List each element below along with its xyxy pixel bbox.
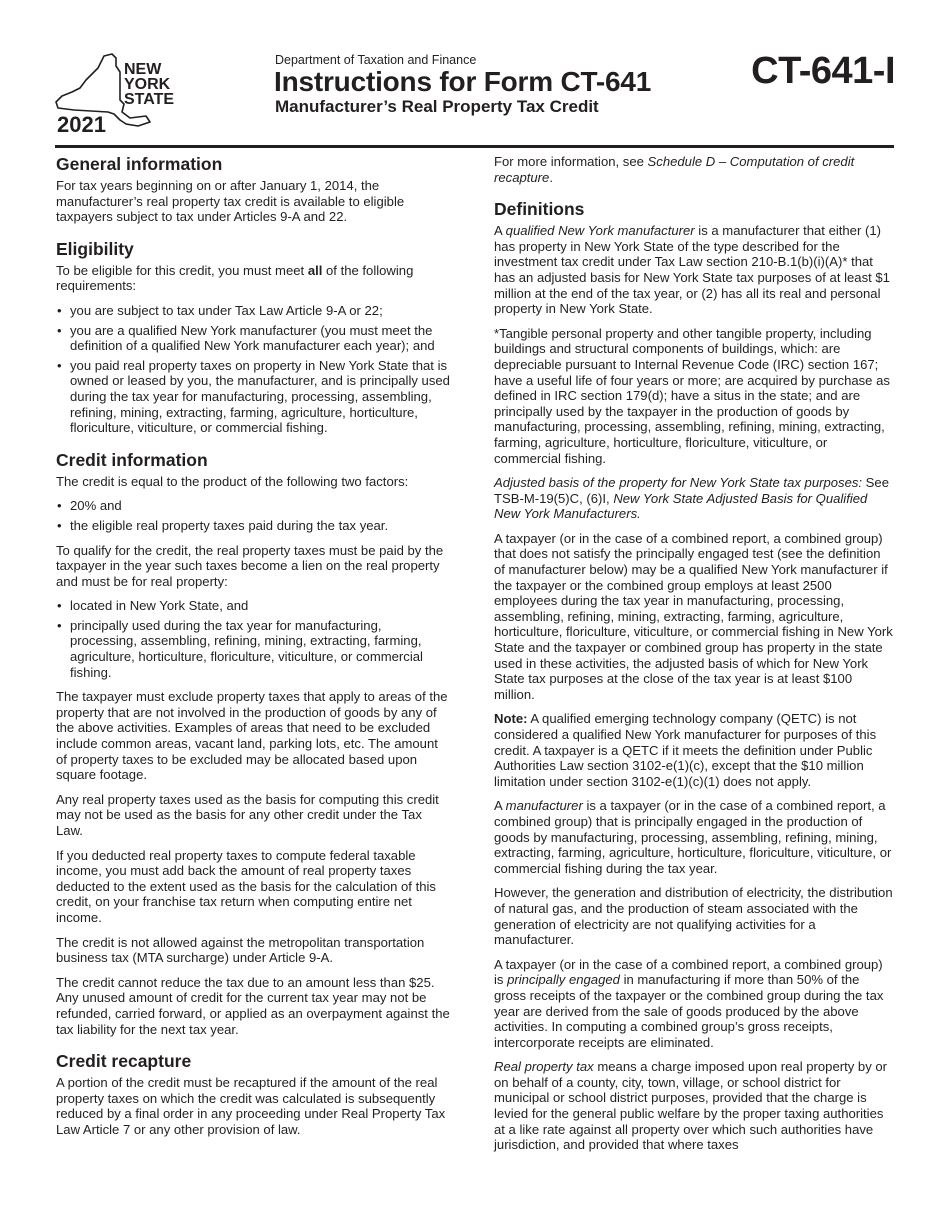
definition-manufacturer [494, 798, 894, 876]
page-header [0, 0, 950, 150]
credit-text: The credit is not allowed against the metropolitan transportation business tax (MTA surcharge) under Article 9-A. [56, 934, 425, 966]
def-text: See TSB-M-19(5)C, (6)I, [494, 475, 889, 506]
logo-line-2: YORK [124, 76, 171, 93]
credit-recapture-heading: Credit recapture [56, 1051, 192, 1072]
credit-information-section [56, 450, 452, 1037]
logo-year: 2021 [57, 112, 106, 134]
def-text: A qualified emerging technology company (QETC) is not considered a qualified New York manufacturer for purposes of this credit. A taxpayer is a QETC if it meets the definition under Public Authorities Law section 3102-e(1)(c), except that the $10 million limitation under section 3102-e(1)(c)(1) does not apply. [494, 711, 877, 789]
list-item: • located in New York State, and [56, 598, 452, 614]
eligibility-heading: Eligibility [56, 238, 134, 259]
header-divider [55, 145, 894, 148]
general-information-text: For tax years beginning on or after January 1, 2014, the manufacturer’s real property tax credit is available to eligible taxpayers subject to tax under Articles 9-A and 22. [56, 178, 405, 225]
def-text: is a manufacturer that either (1) has property in New York State of the type described for the investment tax credit under Tax Law section 210-B.1(b)(i)(A)* that has an adjusted basis for New York State tax purposes of at least $1 million at the end of the tax year, or (2) has all its real and personal property in New York State. [494, 223, 890, 317]
schedule-d-reference: Schedule D – Computation of credit recapture [494, 154, 855, 185]
definition-qualified-manufacturer [494, 223, 894, 317]
def-term: manufacturer [505, 798, 583, 814]
definition-real-property-tax [494, 1059, 894, 1153]
credit-text: The taxpayer must exclude property taxes that apply to areas of the property that are not involved in the production of goods by any of the above activities. Examples of areas that need to be excluded include common areas, vacant land, parking lots, etc. The amount of property taxes to be excluded may be allocated based upon square footage. [56, 689, 448, 783]
definition-non-qualifying-activities: However, the generation and distribution of electricity, the distribution of natural gas, and the production of steam associated with the generation of electricity are not qualifying activities for a manufacturer. [494, 885, 893, 948]
list-item: • 20% and [56, 498, 452, 514]
right-column [494, 154, 894, 1162]
def-text: means a charge imposed upon real property by or on behalf of a county, city, town, village, or school district for municipal or school district purposes, provided that the charge is levied for the general public welfare by the proper taxing authorities at a like rate against all property over which such authorities have jurisdiction, and provided that where taxes [494, 1059, 888, 1153]
definitions-section [494, 199, 894, 1153]
credit-text: To qualify for the credit, the real property taxes must be paid by the taxpayer in the year such taxes become a lien on the real property and must be for real property: [56, 542, 444, 589]
definition-note-qetc [494, 711, 894, 789]
def-text: A [494, 223, 506, 239]
eligibility-section [56, 239, 452, 436]
def-term: Adjusted basis of the property for New York State tax purposes: [494, 475, 863, 491]
left-column [56, 154, 452, 1147]
more-info-b: . [549, 169, 553, 185]
list-item: • the eligible real property taxes paid during the tax year. [56, 518, 452, 534]
definitions-heading: Definitions [494, 199, 585, 220]
real-property-list [56, 598, 452, 680]
note-label: Note: [494, 711, 528, 727]
credit-text: The credit is equal to the product of the following two factors: [56, 473, 409, 489]
logo-line-3: STATE [124, 91, 175, 108]
more-info-a: For more information, see [494, 154, 648, 169]
definition-adjusted-basis [494, 475, 894, 522]
eligibility-intro [56, 263, 452, 294]
eligibility-intro-a: To be eligible for this credit, you must meet [56, 262, 308, 278]
form-number: CT-641-I [751, 50, 895, 92]
list-item: • you are a qualified New York manufacturer (you must meet the definition of a qualified New York manufacturer each year); and [56, 323, 452, 354]
credit-recapture-section [56, 1051, 452, 1137]
credit-information-heading: Credit information [56, 449, 208, 470]
new-york-state-logo [54, 52, 184, 134]
list-item: • you are subject to tax under Tax Law Article 9-A or 22; [56, 303, 452, 319]
logo-line-1: NEW [124, 61, 162, 78]
def-term: principally engaged [507, 972, 620, 988]
def-term: Real property tax [494, 1059, 594, 1075]
more-information-text [494, 154, 894, 185]
credit-text: If you deducted real property taxes to compute federal taxable income, you must add back the amount of real property taxes deducted to the extent used as the basis for the calculation of this credit, on your franchise tax return when computing entire net income. [56, 847, 436, 925]
credit-factors-list [56, 498, 452, 533]
list-item: • you paid real property taxes on property in New York State that is owned or leased by you, the manufacturer, and is principally used during the tax year for manufacturing, processing, assembling, refining, mining, extracting, farming, agriculture, horticulture, floriculture, viticulture, or commercial fishing. [56, 358, 452, 436]
eligibility-list [56, 303, 452, 436]
list-item: • principally used during the tax year for manufacturing, processing, assembling, refining, mining, extracting, farming, agriculture, horticulture, floriculture, viticulture, or commercial fishing. [56, 618, 452, 680]
def-text: is a taxpayer (or in the case of a combined report, a combined group) that is principally engaged in the production of goods by manufacturing, processing, assembling, refining, mining, extracting, farming, agriculture, horticulture, floriculture, viticulture, or commercial fishing during the tax year. [494, 798, 892, 876]
definition-employee-test: A taxpayer (or in the case of a combined report, a combined group) that does not satisfy the principally engaged test (see the definition of manufacturer below) may be a qualified New York manufacturer if the taxpayer or the combined group employs at least 2500 employees during the tax year in manufacturing, processing, assembling, refining, mining, extracting, farming, agriculture, horticulture, floriculture, viticulture, or commercial fishing in New York State and the taxpayer or combined group has property in the state used in these activities, the adjusted basis of which for New York State tax purposes at the close of the tax year is at least $100 million. [494, 530, 893, 702]
def-text: A [494, 798, 506, 814]
credit-recapture-text: A portion of the credit must be recaptured if the amount of the real property taxes on which the credit was calculated is subsequently reduced by a final order in any proceeding under Real Property Tax Law Article 7 or any other provision of law. [56, 1075, 446, 1137]
credit-text: The credit cannot reduce the tax due to an amount less than $25. Any unused amount of credit for the current tax year may not be refunded, carried forward, or applied as an overpayment against the tax liability for the next tax year. [56, 974, 450, 1037]
new-york-state-map-icon [54, 52, 184, 134]
eligibility-intro-bold: all [307, 262, 323, 278]
eligibility-intro-b: of the following requirements: [56, 262, 414, 294]
general-information-section [56, 154, 452, 225]
def-text: in manufacturing if more than 50% of the gross receipts of the taxpayer or the combined group during the tax year are derived from the sale of goods produced by the above activities. In computing a combined group’s gross receipts, intercorporate receipts are eliminated. [494, 972, 884, 1050]
page-title: Instructions for Form CT-641 [274, 66, 652, 97]
definition-principally-engaged [494, 957, 894, 1051]
def-term: qualified New York manufacturer [505, 223, 695, 239]
page-subtitle: Manufacturer’s Real Property Tax Credit [275, 97, 599, 116]
general-information-heading: General information [56, 154, 223, 174]
def-reference: New York State Adjusted Basis for Qualified New York Manufacturers. [494, 490, 868, 522]
credit-text: Any real property taxes used as the basis for computing this credit may not be used as the basis for any other credit under the Tax Law. [56, 791, 439, 838]
department-name: Department of Taxation and Finance [275, 53, 477, 67]
definition-tangible-property: *Tangible personal property and other tangible property, including buildings and structural components of buildings, which: are depreciable pursuant to Internal Revenue Code (IRC) section 167; have a useful life of four years or more; are acquired by purchase as defined in IRC section 179(d); have a situs in the state; and are principally used by the taxpayer in the production of goods by manufacturing, processing, assembling, refining, mining, extracting, farming, agriculture, horticulture, floriculture, viticulture, or commercial fishing. [494, 325, 890, 466]
def-text: A taxpayer (or in the case of a combined report, a combined group) is [494, 956, 883, 988]
